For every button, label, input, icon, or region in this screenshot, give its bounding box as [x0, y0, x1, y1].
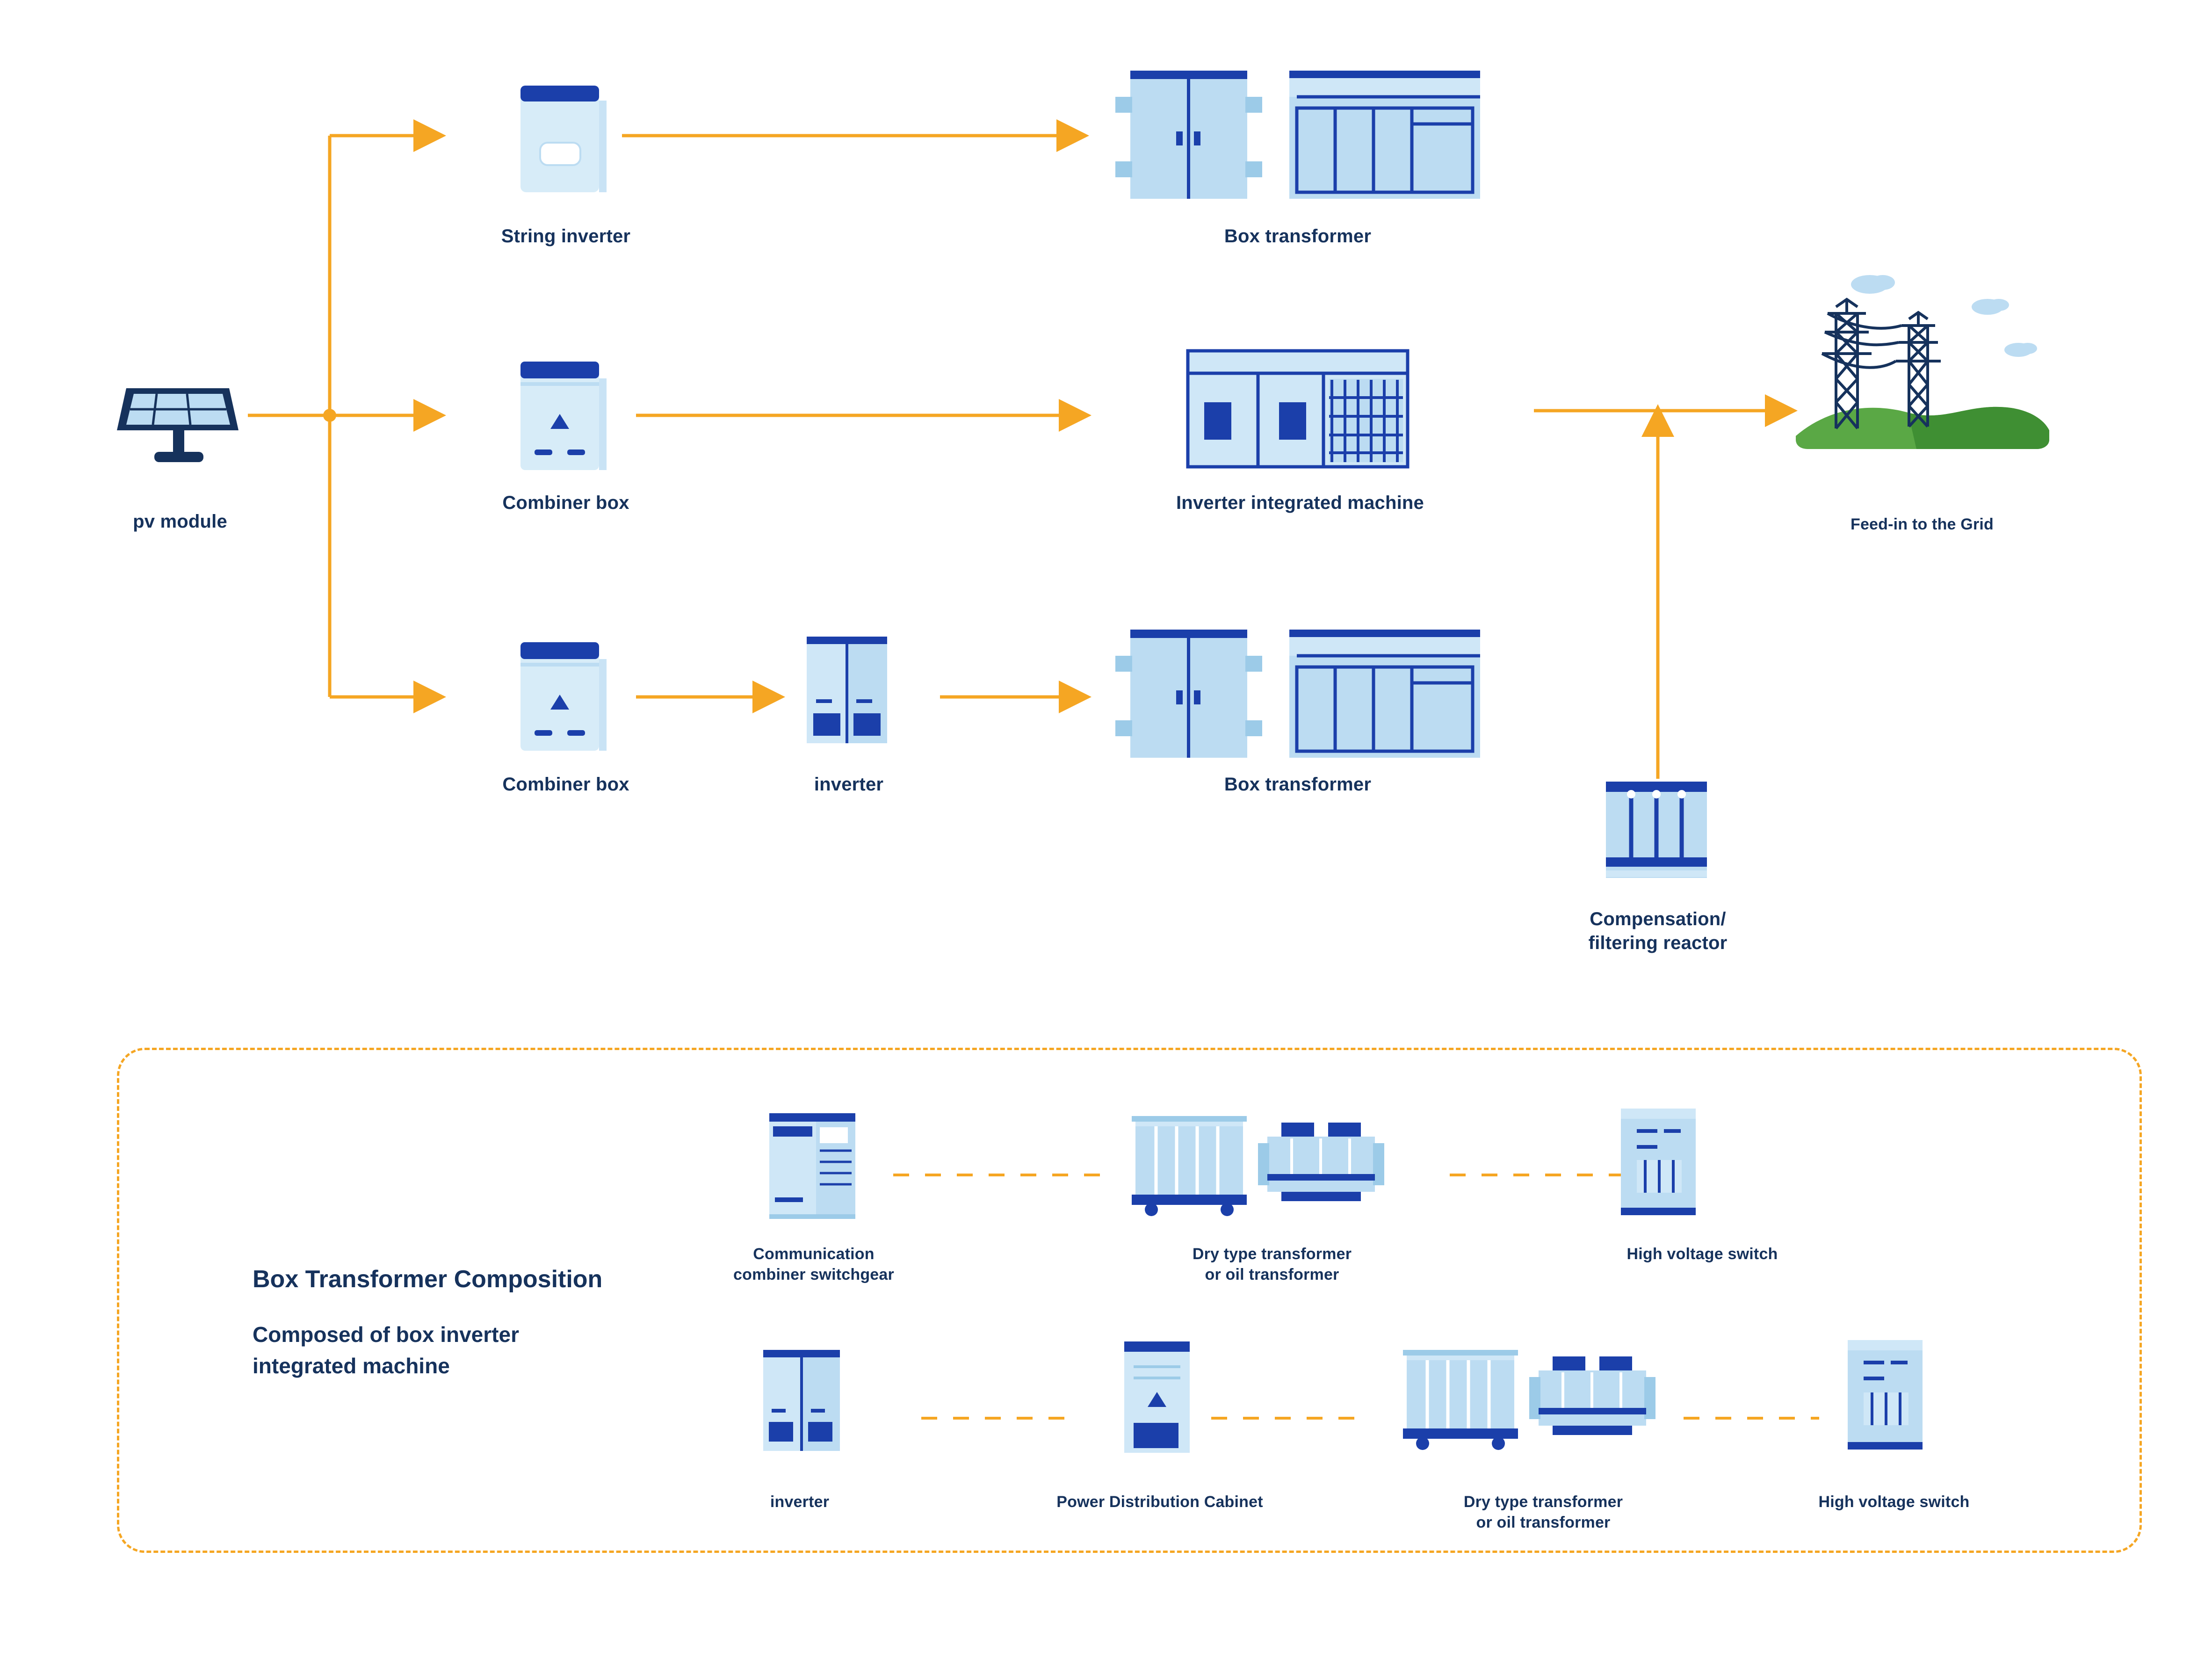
label-feed-in-grid: Feed-in to the Grid: [1850, 515, 1994, 533]
combiner-box-icon: [512, 638, 624, 755]
high-voltage-switch-icon: [1609, 1104, 1712, 1221]
label-inverter-row3: inverter: [814, 774, 884, 795]
label-reactor: [1504, 907, 1812, 955]
string-inverter-icon: [512, 82, 620, 196]
inverter-integrated-machine-icon: [1183, 346, 1417, 472]
pv-module-icon: [112, 384, 248, 468]
communication-combiner-switchgear-icon: [760, 1113, 867, 1221]
label-inverter-row2: inverter: [770, 1493, 830, 1511]
label-power-distribution-cabinet: Power Distribution Cabinet: [1056, 1493, 1263, 1511]
label-high-voltage-switch-row1: High voltage switch: [1626, 1245, 1778, 1263]
label-combiner-box-row3: Combiner box: [502, 774, 629, 795]
label-line2: or oil transformer: [1205, 1265, 1339, 1283]
dry-type-transformer-icon: [1127, 1109, 1417, 1221]
label-communication-combiner-switchgear: [645, 1244, 982, 1285]
combiner-box-icon: [512, 358, 624, 475]
label-reactor-line2: filtering reactor: [1588, 933, 1728, 954]
composition-title: Box Transformer Composition: [253, 1266, 603, 1293]
composition-row1-connectors: [889, 1160, 2104, 1197]
label-line1: Dry type transformer: [1192, 1245, 1352, 1263]
label-combiner-box-row2: Combiner box: [502, 493, 629, 513]
dry-type-transformer-icon: [1398, 1342, 1688, 1455]
label-pv-module: pv module: [133, 511, 227, 532]
composition-subtitle-line2: integrated machine: [253, 1353, 450, 1378]
label-line1: Communication: [753, 1245, 875, 1263]
high-voltage-switch-icon: [1836, 1335, 1938, 1457]
label-string-inverter: String inverter: [501, 226, 631, 246]
reactor-icon: [1595, 779, 1721, 884]
inverter-icon: [797, 634, 900, 755]
label-dry-type-transformer-row1: [1104, 1244, 1440, 1285]
composition-subtitle-line1: Composed of box inverter: [253, 1322, 519, 1347]
label-high-voltage-switch-row2: High voltage switch: [1818, 1493, 1970, 1511]
transmission-tower-icon: [1791, 262, 2053, 458]
inverter-icon: [753, 1347, 856, 1464]
box-transformer-icon: [1101, 68, 1494, 208]
composition-subtitle: [253, 1319, 720, 1381]
label-box-transformer-row1: Box transformer: [1224, 226, 1372, 246]
label-box-transformer-row3: Box transformer: [1224, 774, 1372, 795]
junction-dot: [323, 409, 336, 422]
label-dry-type-transformer-row2: [1375, 1492, 1712, 1533]
label-line2: combiner switchgear: [733, 1265, 894, 1283]
label-line2: or oil transformer: [1476, 1513, 1611, 1531]
power-distribution-cabinet-icon: [1113, 1338, 1207, 1464]
box-transformer-icon: [1101, 627, 1494, 767]
label-inverter-integrated-machine: Inverter integrated machine: [1176, 493, 1424, 513]
label-reactor-line1: Compensation/: [1590, 909, 1726, 929]
label-line1: Dry type transformer: [1463, 1493, 1623, 1511]
